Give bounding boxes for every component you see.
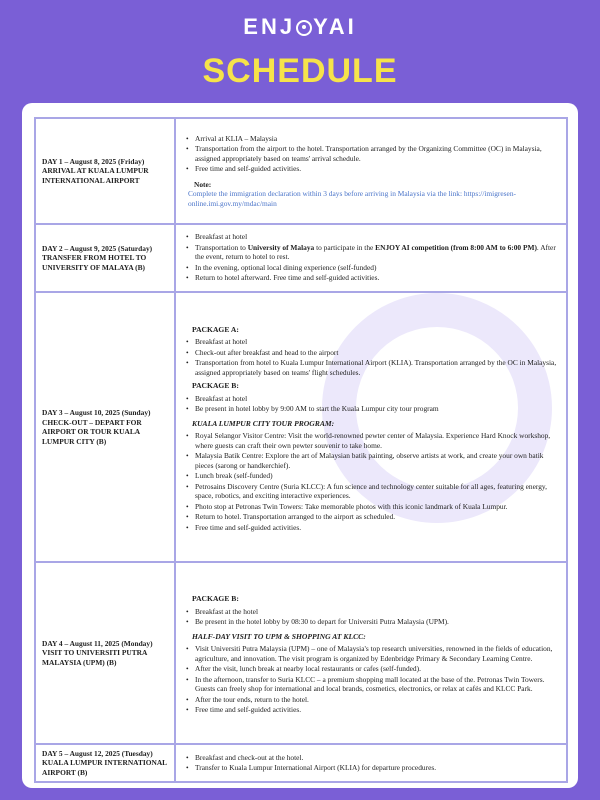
note-title: Note: [194, 179, 212, 189]
list-item: • Photo stop at Petronas Twin Towers: Take memorable photos with this iconic landmark of Kuala Lumpur. [195, 502, 562, 512]
list-item: • Breakfast and check-out at the hotel. [195, 753, 562, 763]
list-item: • In the evening, optional local dining experience (self-funded) [195, 263, 562, 273]
list-item: • Transfer to Kuala Lumpur International Airport (KLIA) for departure procedures. [195, 763, 562, 773]
list-item: • Malaysia Batik Centre: Explore the art of Malaysian batik painting, observe artists at work, and create your own batik pieces (sarong or handkerchief). [195, 451, 562, 470]
list-item: • Return to hotel. Transportation arranged to the airport as scheduled. [195, 512, 562, 522]
day-title: ARRIVAL AT KUALA LUMPUR INTERNATIONAL AIRPORT [42, 166, 149, 185]
list-item: • Royal Selangor Visitor Centre: Visit the world-renowned pewter center of Malaysia. Experience Hard Knock workshop, where guests can craft their own pewter souvenir to take home. [195, 431, 562, 450]
table-row [35, 118, 567, 224]
schedule-card [22, 103, 578, 788]
day-details [175, 118, 567, 224]
day-label [35, 562, 175, 744]
table-row [35, 744, 567, 782]
list-item: • After the tour ends, return to the hotel. [195, 695, 562, 705]
list-item: • Transportation to University of Malaya to participate in the ENJOY AI competition (from 8:00 AM to 6:00 PM). After the event, return to hotel to rest. [195, 243, 562, 262]
day-label [35, 224, 175, 292]
day-label [35, 744, 175, 782]
list-item: • Arrival at KLIA – Malaysia [195, 134, 562, 144]
package-b-heading: PACKAGE B: [192, 594, 239, 604]
note-link[interactable]: Complete the immigration declaration within 3 days before arriving in Malaysia via the link: https://imigresen-online.imi.gov.my/mdac/main [188, 189, 516, 208]
day-title: VISIT TO UNIVERSITI PUTRA MALAYSIA (UPM) (B) [42, 648, 147, 667]
list-item: • In the afternoon, transfer to Suria KLCC – a premium shopping mall located at the base of the. Petronas Twin Towers. Guests can freely shop for international and local brands, cosmetics, electronics, or relax at cafés and KLCC Park. [195, 675, 562, 694]
list-item: • Return to hotel afterward. Free time and self-guided activities. [195, 273, 562, 283]
list-item: • Be present in the hotel lobby by 08:30 to depart for Universiti Putra Malaysia (UPM). [195, 617, 562, 627]
day-date: DAY 1 – August 8, 2025 (Friday) [42, 156, 145, 166]
program-heading: KUALA LUMPUR CITY TOUR PROGRAM: [192, 418, 335, 428]
list-item: • Free time and self-guided activities. [195, 164, 562, 174]
day-label [35, 118, 175, 224]
list-item: • Free time and self-guided activities. [195, 705, 562, 715]
day-date: DAY 3 – August 10, 2025 (Sunday) [42, 408, 151, 417]
schedule-table [34, 117, 568, 783]
day-details [175, 562, 567, 744]
list-item: • Breakfast at the hotel [195, 607, 562, 617]
table-row [35, 292, 567, 562]
brand-prefix: ENJ [243, 14, 296, 39]
day-date: DAY 2 – August 9, 2025 (Saturday) [42, 243, 153, 253]
day-details [175, 744, 567, 782]
list-item: • Free time and self-guided activities. [195, 523, 562, 533]
package-b-heading: PACKAGE B: [192, 381, 239, 391]
list-item: • Petrosains Discovery Centre (Suria KLCC): A fun science and technology center suitable for all ages, featuring energy, space, robotics, and exciting interactive experiences. [195, 482, 562, 501]
list-item: • Transportation from hotel to Kuala Lumpur International Airport (KLIA). Transportation arranged by the OC in Malaysia, assigned appropriately based on teams' flight schedules. [195, 358, 562, 377]
day-label [35, 292, 175, 562]
list-item: • Transportation from the airport to the hotel. Transportation arranged by the Organizing Committee (OC) in Malaysia, assigned appropriately based on teams' arrival schedule. [195, 144, 562, 163]
day-date: DAY 5 – August 12, 2025 (Tuesday) [42, 748, 153, 758]
list-item: • Breakfast at hotel [195, 394, 562, 404]
day-title: CHECK-OUT – DEPART FOR AIRPORT OR TOUR KUALA LUMPUR CITY (B) [42, 417, 142, 446]
day-title: KUALA LUMPUR INTERNATIONAL AIRPORT (B) [42, 758, 167, 777]
list-item: • Breakfast at hotel [195, 337, 562, 347]
table-row [35, 224, 567, 292]
list-item: • Visit Universiti Putra Malaysia (UPM) – one of Malaysia's top research universities, renowned in the fields of education, agriculture, and innovation. The visit program is organized by Edenbridge Primary & Secondary Learning Centre. [195, 644, 562, 663]
list-item: • After the visit, lunch break at nearby local restaurants or cafes (self-funded). [195, 664, 562, 674]
brand-logo [0, 14, 600, 40]
package-a-heading: PACKAGE A: [192, 324, 239, 334]
list-item: • Lunch break (self-funded) [195, 471, 562, 481]
table-row [35, 562, 567, 744]
list-item: • Be present in hotel lobby by 9:00 AM to start the Kuala Lumpur city tour program [195, 404, 562, 414]
brand-suffix: YAI [313, 14, 357, 39]
robot-head-icon [296, 20, 312, 36]
day-details [175, 292, 567, 562]
day-details [175, 224, 567, 292]
list-item: • Breakfast at hotel [195, 232, 562, 242]
program-heading: HALF-DAY VISIT TO UPM & SHOPPING AT KLCC: [192, 631, 366, 641]
list-item: • Check-out after breakfast and head to the airport [195, 348, 562, 358]
page-title: SCHEDULE [202, 52, 398, 90]
day-date: DAY 4 – August 11, 2025 (Monday) [42, 638, 153, 648]
day-title: TRANSFER FROM HOTEL TO UNIVERSITY OF MALAYA (B) [42, 253, 147, 272]
